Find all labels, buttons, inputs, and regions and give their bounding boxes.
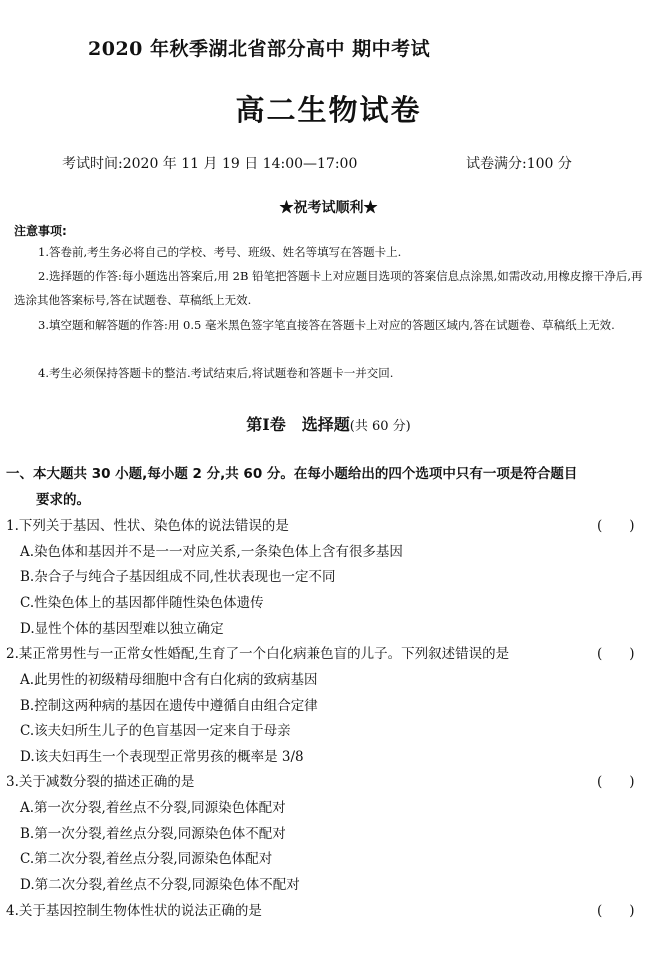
note-item: 4.考生必须保持答题卡的整洁.考试结束后,将试题卷和答题卡一并交回.	[38, 366, 394, 380]
question-option: D.显性个体的基因型难以独立确定	[20, 621, 224, 637]
section-title	[0, 412, 657, 435]
question-stem: 1.下列关于基因、性状、染色体的说法错误的是	[6, 518, 289, 534]
question-option: A.第一次分裂,着丝点不分裂,同源染色体配对	[20, 800, 286, 816]
note-item: 2.选择题的作答:每小题选出答案后,用 2B 铅笔把答题卡上对应题目选项的答案信息点涂黑,如需改动,用橡皮擦干净后,再选涂其他答案标号,答在试题卷、草稿纸上无效.	[14, 269, 643, 307]
part-intro-line2: 要求的。	[36, 492, 90, 508]
subject-title: 高二生物试卷	[235, 93, 422, 127]
note-item: 3.填空题和解答题的作答:用 0.5 毫米黑色签字笔直接答在答题卡上对应的答题区域内,答在试题卷、草稿纸上无效.	[38, 318, 615, 332]
full-score: 试卷满分:100 分	[466, 156, 572, 172]
question-stem: 2.某正常男性与一正常女性婚配,生育了一个白化病兼色盲的儿子。下列叙述错误的是	[6, 646, 510, 662]
question-stem: 4.关于基因控制生物体性状的说法正确的是	[6, 903, 262, 919]
section-score: (共 60 分)	[349, 419, 411, 434]
part-intro	[6, 461, 646, 513]
section-title-text: 第Ⅰ卷 选择题	[246, 415, 350, 434]
question-option: D.该夫妇再生一个表现型正常男孩的概率是 3/8	[20, 749, 304, 765]
question-option: A.染色体和基因并不是一一对应关系,一条染色体上含有很多基因	[20, 544, 403, 560]
exam-time: 考试时间:2020 年 11 月 19 日 14:00—17:00	[62, 156, 358, 172]
notes-heading: 注意事项:	[14, 224, 67, 238]
question-option: B.杂合子与纯合子基因组成不同,性状表现也一定不同	[20, 569, 336, 585]
question-option: A.此男性的初级精母细胞中含有白化病的致病基因	[20, 672, 318, 688]
exam-title: 2020 年秋季湖北省部分高中 期中考试	[88, 38, 431, 60]
answer-paren[interactable]: ( )	[597, 518, 635, 534]
question-option: C.第二次分裂,着丝点分裂,同源染色体配对	[20, 851, 273, 867]
question-option: B.控制这两种病的基因在遗传中遵循自由组合定律	[20, 698, 318, 714]
question-stem: 3.关于减数分裂的描述正确的是	[6, 774, 195, 790]
question-option: D.第二次分裂,着丝点不分裂,同源染色体不配对	[20, 877, 300, 893]
answer-paren[interactable]: ( )	[597, 903, 635, 919]
question-option: B.第一次分裂,着丝点分裂,同源染色体不配对	[20, 826, 286, 842]
blessing-line: ★祝考试顺利★	[279, 200, 378, 216]
question-option: C.该夫妇所生儿子的色盲基因一定来自于母亲	[20, 723, 291, 739]
part-intro-line1: 一、本大题共 30 小题,每小题 2 分,共 60 分。在每小题给出的四个选项中只有一项是符合题目	[6, 466, 578, 482]
note-item: 1.答卷前,考生务必将自己的学校、考号、班级、姓名等填写在答题卡上.	[38, 245, 402, 259]
answer-paren[interactable]: ( )	[597, 774, 635, 790]
question-option: C.性染色体上的基因都伴随性染色体遗传	[20, 595, 264, 611]
answer-paren[interactable]: ( )	[597, 646, 635, 662]
